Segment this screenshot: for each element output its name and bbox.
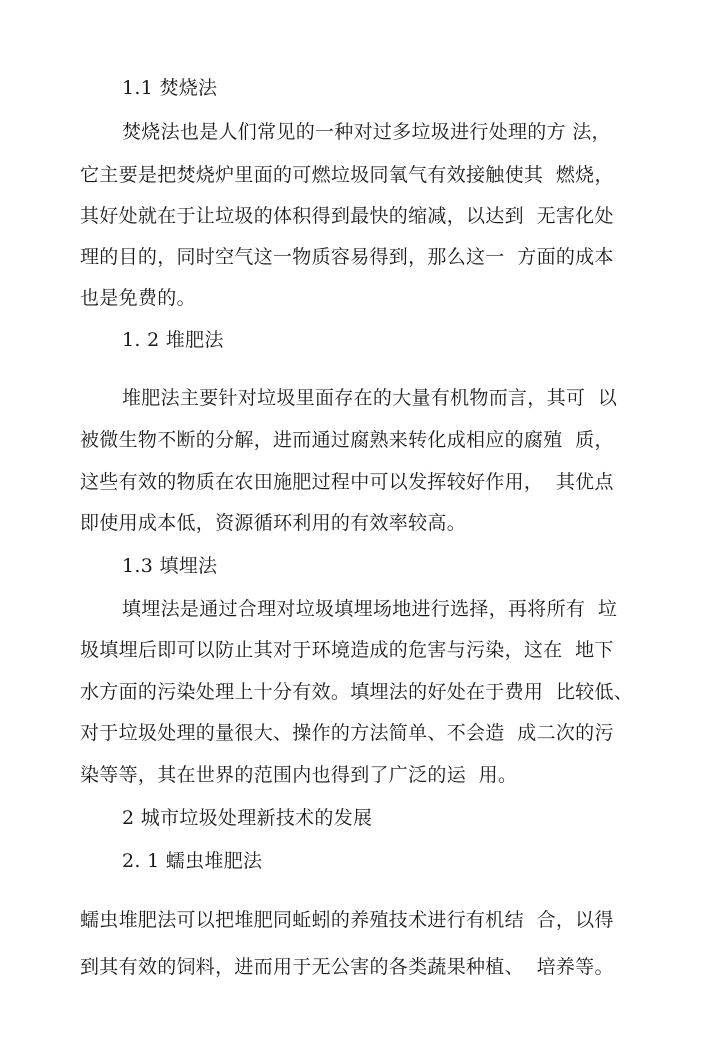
section-heading-2: 2 城市垃圾处理新技术的发展 xyxy=(122,807,373,829)
paragraph-line: 堆肥法主要针对垃圾里面存在的大量有机物而言，其可 以 xyxy=(122,387,618,409)
paragraph-line: 其好处就在于让垃圾的体积得到最快的缩减，以达到 无害化处 xyxy=(80,205,614,227)
paragraph-line: 这些有效的物质在农田施肥过程中可以发挥较好作用， 其优点 xyxy=(80,471,614,493)
paragraph-line: 焚烧法也是人们常见的一种对过多垃圾进行处理的方 法， xyxy=(122,121,611,143)
paragraph-line: 理的目的，同时空气这一物质容易得到，那么这一 方面的成本 xyxy=(80,246,614,268)
paragraph-line: 蠕虫堆肥法可以把堆肥同蚯蚓的养殖技术进行有机结 合，以得 xyxy=(80,909,614,931)
paragraph-line: 即使用成本低，资源循环利用的有效率较高。 xyxy=(80,512,467,534)
paragraph-line: 也是免费的。 xyxy=(80,287,196,309)
paragraph-line: 水方面的污染处理上十分有效。填埋法的好处在于费用 比较低、 xyxy=(80,681,634,703)
paragraph-line: 到其有效的饲料，进而用于无公害的各类蔬果种植、 培养等。 xyxy=(80,956,614,978)
paragraph-line: 圾填埋后即可以防止其对于环境造成的危害与污染，这在 地下 xyxy=(80,639,614,661)
section-heading-1-1: 1.1 焚烧法 xyxy=(122,77,218,99)
paragraph-line: 它主要是把焚烧炉里面的可燃垃圾同氧气有效接触使其 燃烧， xyxy=(80,164,614,186)
section-heading-2-1: 2. 1 蠕虫堆肥法 xyxy=(122,850,263,872)
paragraph-line: 填埋法是通过合理对垃圾填埋场地进行选择，再将所有 垃 xyxy=(122,598,618,620)
section-heading-1-3: 1.3 填埋法 xyxy=(122,555,218,577)
paragraph-line: 被微生物不断的分解，进而通过腐熟来转化成相应的腐殖 质， xyxy=(80,429,614,451)
paragraph-line: 染等等，其在世界的范围内也得到了广泛的运 用。 xyxy=(80,764,518,786)
section-heading-1-2: 1. 2 堆肥法 xyxy=(122,329,224,351)
paragraph-line: 对于垃圾处理的量很大、操作的方法简单、不会造 成二次的污 xyxy=(80,722,614,744)
